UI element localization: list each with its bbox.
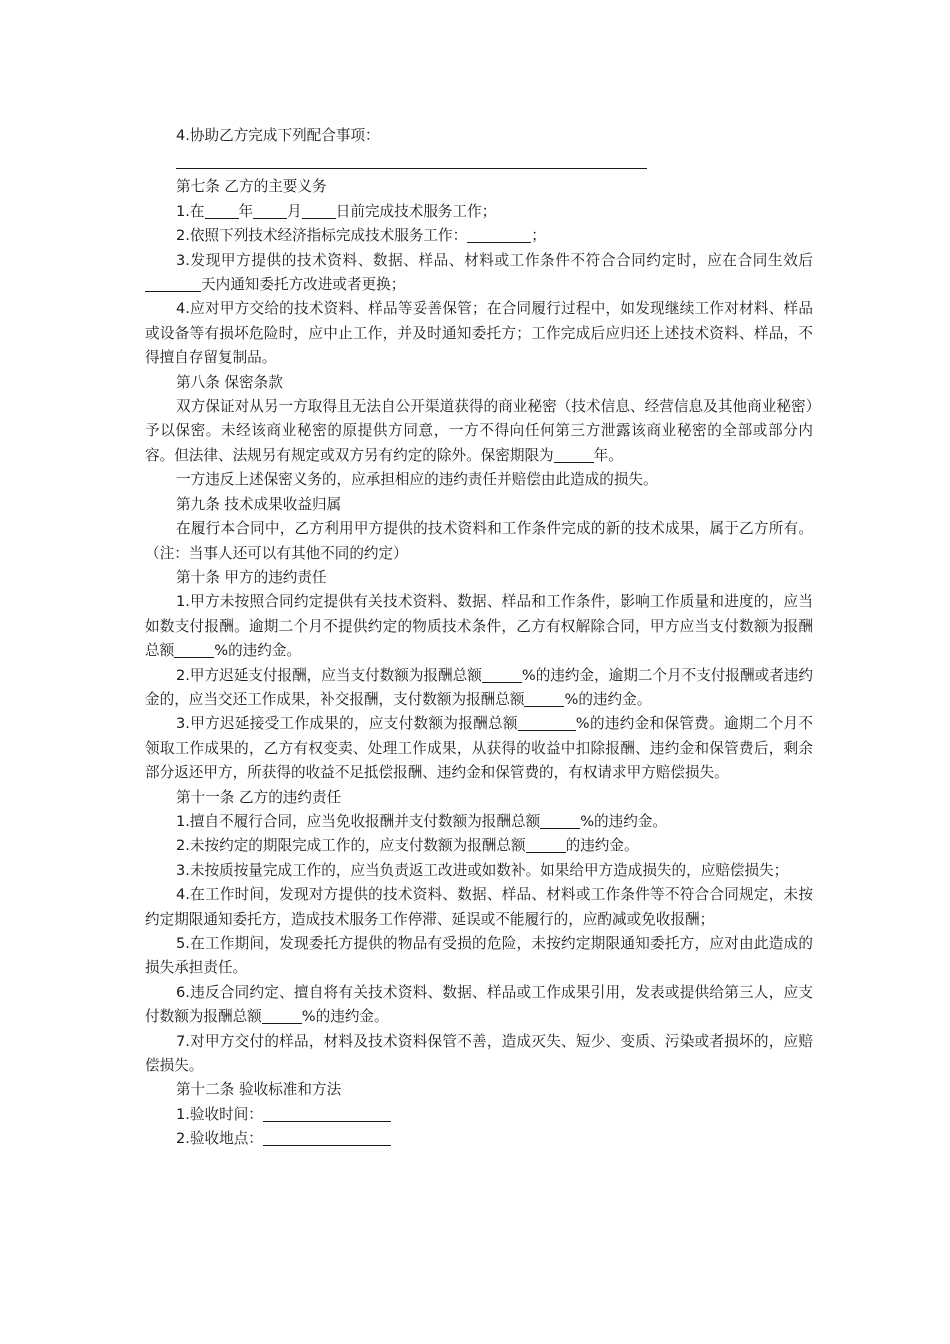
article-11-item-6	[145, 981, 813, 1030]
text: 2.未按约定的期限完成工作的，应支付数额为报酬总额	[176, 837, 526, 855]
blank	[526, 835, 566, 853]
blank-percent	[262, 1006, 302, 1024]
article-11-item-4: 4.在工作时间，发现对方提供的技术资料、数据、样品、材料或工作条件等不符合合同规定，未按约定期限通知委托方，造成技术服务工作停滞、延误或不能履行的，应酌减或免收报酬；	[145, 886, 813, 928]
blank	[467, 225, 531, 243]
article-8-para-1	[145, 395, 813, 468]
article-10-item-2	[145, 664, 813, 713]
article-11-item-1	[145, 810, 813, 834]
article-7-item-3	[145, 249, 813, 298]
text: 天内通知委托方改进或者更换；	[201, 276, 406, 294]
article-11-item-2	[145, 834, 813, 858]
text: 日前完成技术服务工作；	[335, 202, 497, 220]
contract-page	[145, 124, 813, 1152]
text: 1.验收时间：	[176, 1105, 263, 1123]
article-11-item-3: 3.未按质按量完成工作的，应当负责返工改进或如数补。如果给甲方造成损失的，应赔偿损失；	[176, 861, 789, 879]
article-10-item-1	[145, 590, 813, 663]
blank-percent	[174, 640, 214, 658]
item-4-cooperation: 4.协助乙方完成下列配合事项：	[176, 127, 380, 144]
text: %的违约金和保管费。逾期二个月不领取工作成果的，乙方有权变卖、处理工作成果，从获得的收益中扣除报酬、违约金和保管费后，剩余部分返还甲方，所获得的收益不足抵偿报酬、违约金和保管费的，有权请求甲方赔偿损失。	[145, 715, 813, 782]
article-12-item-2	[145, 1127, 813, 1151]
article-10-title: 第十条 甲方的违约责任	[176, 568, 327, 586]
text: 1.甲方未按照合同约定提供有关技术资料、数据、样品和工作条件，影响工作质量和进度的，应当如数支付报酬。逾期二个月不提供约定的物质技术条件，乙方有权解除合同，甲方应当支付数额为报酬总额	[145, 593, 813, 660]
article-9-para-1: 在履行本合同中，乙方利用甲方提供的技术资料和工作条件完成的新的技术成果，属于乙方所有。（注：当事人还可以有其他不同的约定）	[145, 520, 813, 562]
text: %的违约金。	[564, 690, 652, 708]
text: 6.违反合同约定、擅自将有关技术资料、数据、样品或工作成果引用，发表或提供给第三人，应支付数额为报酬总额	[145, 983, 813, 1026]
text: 年	[238, 202, 254, 220]
text: 1.擅自不履行合同，应当免收报酬并支付数额为报酬总额	[176, 812, 541, 830]
fill-blank-line	[176, 152, 647, 169]
text: 双方保证对从另一方取得且无法自公开渠道获得的商业秘密（技术信息、经营信息及其他商业秘密）予以保密。未经该商业秘密的原提供方同意，一方不得向任何第三方泄露该商业秘密的全部或部分内容。但法律、法规另有规定或双方另有约定的除外。保密期限为	[145, 398, 813, 464]
text: 2.甲方迟延支付报酬，应当支付数额为报酬总额	[176, 666, 482, 684]
blank-years	[554, 445, 594, 463]
article-9-title: 第九条 技术成果收益归属	[176, 495, 342, 513]
blank-month	[253, 201, 287, 219]
blank-year	[205, 201, 239, 219]
article-7-title: 第七条 乙方的主要义务	[176, 178, 327, 196]
blank-percent	[518, 713, 576, 731]
blank-day	[302, 201, 336, 219]
article-11-item-5: 5.在工作期间，发现委托方提供的物品有受损的危险，未按约定期限通知委托方，应对由此造成的损失承担责任。	[145, 935, 813, 977]
blank-acceptance-time	[263, 1104, 391, 1122]
text: 月	[287, 202, 302, 220]
text: 1.在	[176, 202, 205, 220]
article-12-item-1	[145, 1103, 813, 1127]
text: 的违约金。	[565, 837, 639, 855]
text: %的违约金。	[214, 642, 302, 660]
article-11-title: 第十一条 乙方的违约责任	[176, 788, 342, 806]
text: 3.甲方迟延接受工作成果的，应支付数额为报酬总额	[176, 715, 518, 733]
text: %的违约金。	[580, 812, 668, 830]
article-7-item-4: 4.应对甲方交给的技术资料、样品等妥善保管；在合同履行过程中，如发现继续工作对材料、样品或设备等有损坏危险时，应中止工作，并及时通知委托方；工作完成后应归还上述技术资料、样品，不得擅自存留复制品。	[145, 300, 813, 367]
text: 3.发现甲方提供的技术资料、数据、样品、材料或工作条件不符合合同约定时，应在合同生效后	[176, 251, 813, 269]
article-12-title: 第十二条 验收标准和方法	[176, 1081, 342, 1099]
blank-percent	[482, 665, 522, 683]
text: 2.验收地点：	[176, 1130, 263, 1148]
blank-percent	[524, 689, 564, 707]
blank-acceptance-place	[263, 1128, 391, 1146]
text: ；	[531, 227, 546, 245]
article-10-item-3	[145, 712, 813, 785]
article-7-item-1	[145, 200, 813, 224]
text: 2.依照下列技术经济指标完成技术服务工作：	[176, 227, 468, 245]
blank-percent	[540, 811, 580, 829]
article-8-para-2: 一方违反上述保密义务的，应承担相应的违约责任并赔偿由此造成的损失。	[176, 471, 658, 489]
text: 年。	[593, 446, 623, 464]
text: %的违约金，逾期二个月不支付报酬或者违约金的，应当交还工作成果，补交报酬，支付数额为报酬总额	[145, 666, 813, 708]
article-8-title: 第八条 保密条款	[176, 373, 283, 391]
text: %的违约金。	[301, 1008, 389, 1026]
article-11-item-7: 7.对甲方交付的样品，材料及技术资料保管不善，造成灭失、短少、变质、污染或者损坏的，应赔偿损失。	[145, 1032, 813, 1075]
blank-days	[145, 274, 201, 292]
article-7-item-2	[145, 224, 813, 248]
